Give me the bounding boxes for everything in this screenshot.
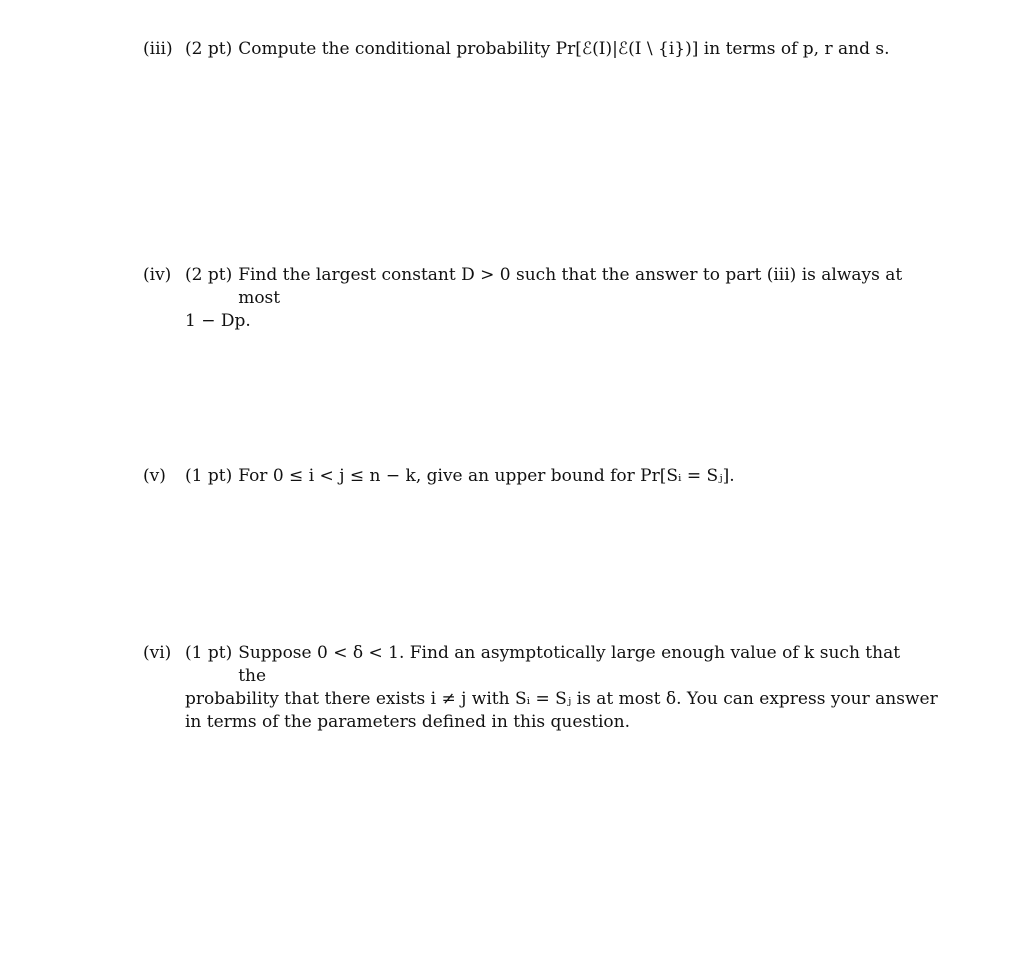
- question-v-line-1: [143, 465, 923, 488]
- question-iv-line-1: [143, 264, 923, 310]
- question-number: (iv): [143, 265, 172, 285]
- question-text-continued: in terms of the parameters defined in this question.: [185, 712, 631, 732]
- question-iii-line-1: [143, 38, 923, 61]
- question-v: [143, 465, 923, 488]
- question-points: (1 pt): [185, 643, 233, 663]
- question-iii: [143, 38, 923, 61]
- question-iv: [143, 264, 923, 333]
- question-text: Find the largest constant D > 0 such that the answer to part (iii) is always at most: [238, 265, 903, 308]
- question-points: (2 pt): [185, 39, 233, 59]
- question-number: (v): [143, 466, 166, 486]
- question-text: Compute the conditional probability Pr[ℰ(I)|ℰ(I \ {i})] in terms of p, r and s.: [238, 39, 890, 59]
- question-text-continued: 1 − Dp.: [185, 311, 251, 331]
- question-text: Suppose 0 < δ < 1. Find an asymptotically large enough value of k such that the: [238, 643, 901, 686]
- question-text-continued: probability that there exists i ≠ j with Sᵢ = Sⱼ is at most δ. You can express your answer: [185, 689, 938, 709]
- question-number: (iii): [143, 39, 173, 59]
- question-points: (2 pt): [185, 265, 233, 285]
- question-vi-line-1: [143, 642, 923, 688]
- question-text: For 0 ≤ i < j ≤ n − k, give an upper bound for Pr[Sᵢ = Sⱼ].: [238, 466, 735, 486]
- question-number: (vi): [143, 643, 172, 663]
- question-vi: [143, 642, 938, 734]
- question-points: (1 pt): [185, 466, 233, 486]
